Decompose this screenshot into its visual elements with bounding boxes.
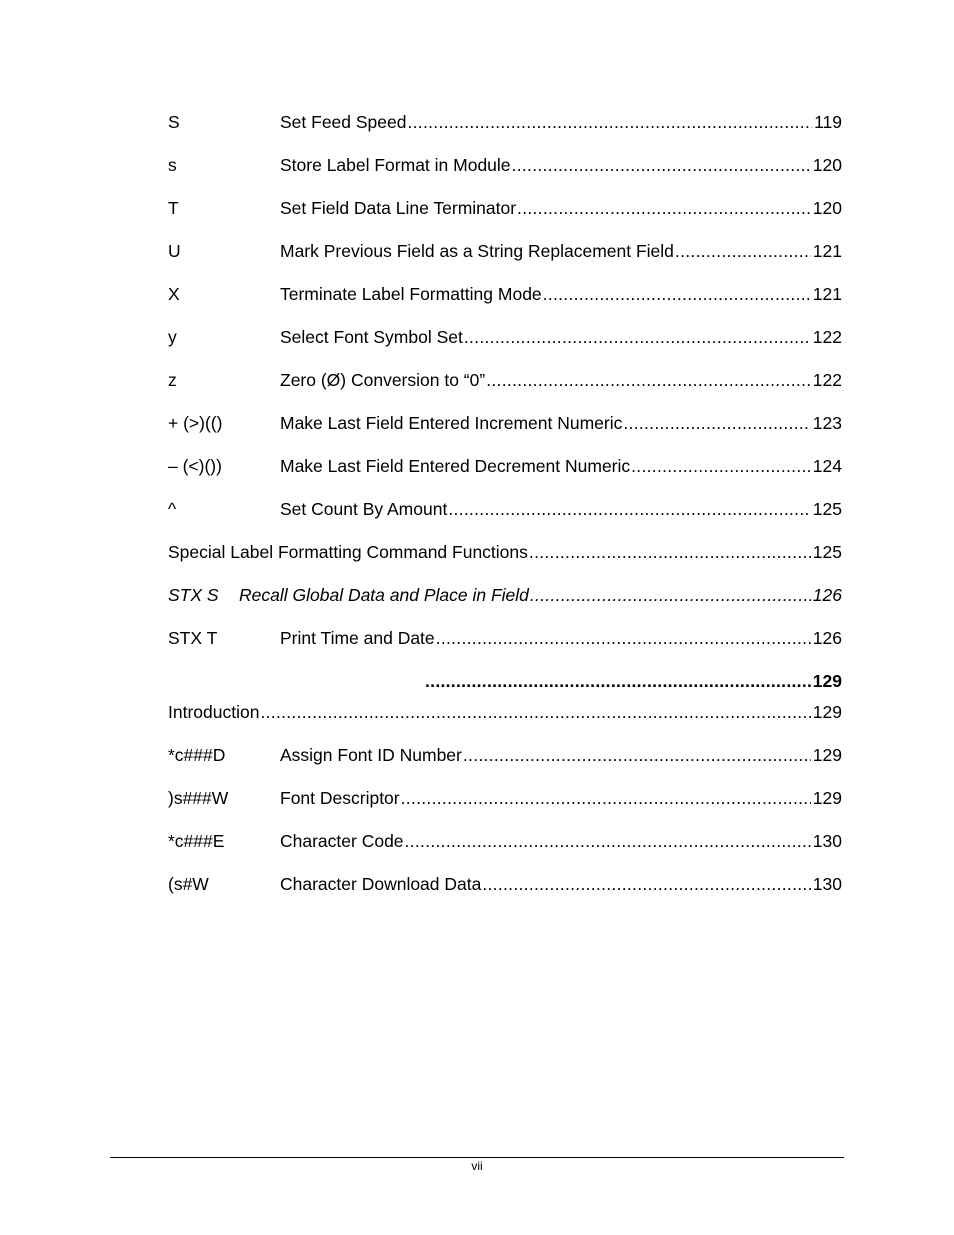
toc-entry-page: 129 [812,702,842,722]
toc-entry-page: 120 [812,198,842,218]
dot-leader [482,872,810,896]
toc-entry-code: T [168,198,179,218]
dot-leader [530,583,811,607]
toc-entry[interactable] [168,626,842,669]
toc-entry-page: 122 [812,327,842,347]
toc-entry-title: Introduction [168,702,260,722]
dot-leader [463,743,811,767]
toc-entry-title: Store Label Format in Module [280,155,511,175]
toc-entry-code: *c###D [168,745,226,765]
toc-entry-code: ^ [168,499,177,519]
toc-entry-title: Zero (Ø) Conversion to “0” [280,370,486,390]
toc-entry-code: X [168,284,180,304]
toc-entry[interactable] [168,743,842,786]
toc-entry-page: 129 [812,671,842,691]
dot-leader [517,196,811,220]
toc-entry-title: Set Count By Amount [280,499,448,519]
dot-leader [623,411,810,435]
toc-entry-page: 124 [812,456,842,476]
toc-chapter-heading[interactable] [168,669,842,700]
toc-entry[interactable] [168,368,842,411]
dot-leader [436,626,811,650]
toc-entry-title: Assign Font ID Number [280,745,462,765]
toc-entry-title: Select Font Symbol Set [280,327,463,347]
toc-entry-page: 120 [812,155,842,175]
toc-entry-code: STX T [168,628,218,648]
toc-entry[interactable] [168,497,842,540]
toc-entry-title: Character Download Data [280,874,482,894]
toc-entry-title: Special Label Formatting Command Functions [168,542,528,562]
toc-entry-page: 119 [814,112,842,132]
toc-entry-page: 129 [812,745,842,765]
toc-entry-title: Make Last Field Entered Decrement Numeric [280,456,631,476]
toc-entry-page: 130 [812,831,842,851]
dot-leader [512,153,811,177]
toc-entry-title: Font Descriptor [280,788,400,808]
toc-entry-code: S [168,112,180,132]
dot-leader [407,110,812,134]
toc-entry[interactable] [168,110,842,153]
dot-leader [543,282,811,306]
toc-entry[interactable] [168,700,842,743]
toc-entry[interactable] [168,196,842,239]
toc-entry-code: )s###W [168,788,229,808]
toc-italic-entry[interactable] [168,583,842,626]
toc-entry[interactable] [168,282,842,325]
toc-entry-code: s [168,155,177,175]
toc-entry-code: *c###E [168,831,225,851]
toc-entry[interactable] [168,153,842,196]
toc-entry[interactable] [168,872,842,915]
footer-divider [110,1157,844,1158]
toc-entry-page: 121 [812,284,842,304]
table-of-contents [168,110,842,915]
toc-entry-title: Recall Global Data and Place in Field [239,585,529,605]
dot-leader [675,239,811,263]
toc-entry-code: y [168,327,177,347]
toc-entry-page: 125 [812,499,842,519]
toc-entry-page: 126 [812,585,842,605]
toc-entry-title: Make Last Field Entered Increment Numeric [280,413,623,433]
toc-entry-title: Character Code [280,831,404,851]
dot-leader [529,540,811,564]
footer-page-number: vii [471,1159,483,1173]
dot-leader [405,829,811,853]
toc-entry-code: + (>)(() [168,413,223,433]
toc-entry[interactable] [168,239,842,282]
toc-entry-title: Print Time and Date [280,628,435,648]
toc-entry-page: 121 [812,241,842,261]
toc-entry[interactable] [168,411,842,454]
toc-entry-page: 122 [812,370,842,390]
toc-entry-title: Set Field Data Line Terminator [280,198,517,218]
toc-entry-title: Mark Previous Field as a String Replacement Field [280,241,674,261]
toc-entry[interactable] [168,454,842,497]
dot-leader [631,454,811,478]
toc-entry-code: STX S [168,585,219,605]
dot-leader [486,368,811,392]
toc-entry-code: U [168,241,181,261]
dot-leader [448,497,810,521]
dot-leader [464,325,811,349]
dot-leader [425,669,811,693]
dot-leader [401,786,811,810]
toc-entry-page: 125 [812,542,842,562]
toc-entry-page: 130 [812,874,842,894]
toc-entry-code: (s#W [168,874,209,894]
toc-entry-page: 123 [812,413,842,433]
dot-leader [260,700,810,724]
toc-entry-page: 129 [812,788,842,808]
toc-entry-code: – (<)()) [168,456,222,476]
toc-entry-title: Set Feed Speed [280,112,407,132]
toc-entry-code: z [168,370,177,390]
toc-section-entry[interactable] [168,540,842,583]
toc-entry[interactable] [168,786,842,829]
toc-entry[interactable] [168,829,842,872]
toc-entry-title: Terminate Label Formatting Mode [280,284,542,304]
toc-entry[interactable] [168,325,842,368]
toc-entry-page: 126 [812,628,842,648]
